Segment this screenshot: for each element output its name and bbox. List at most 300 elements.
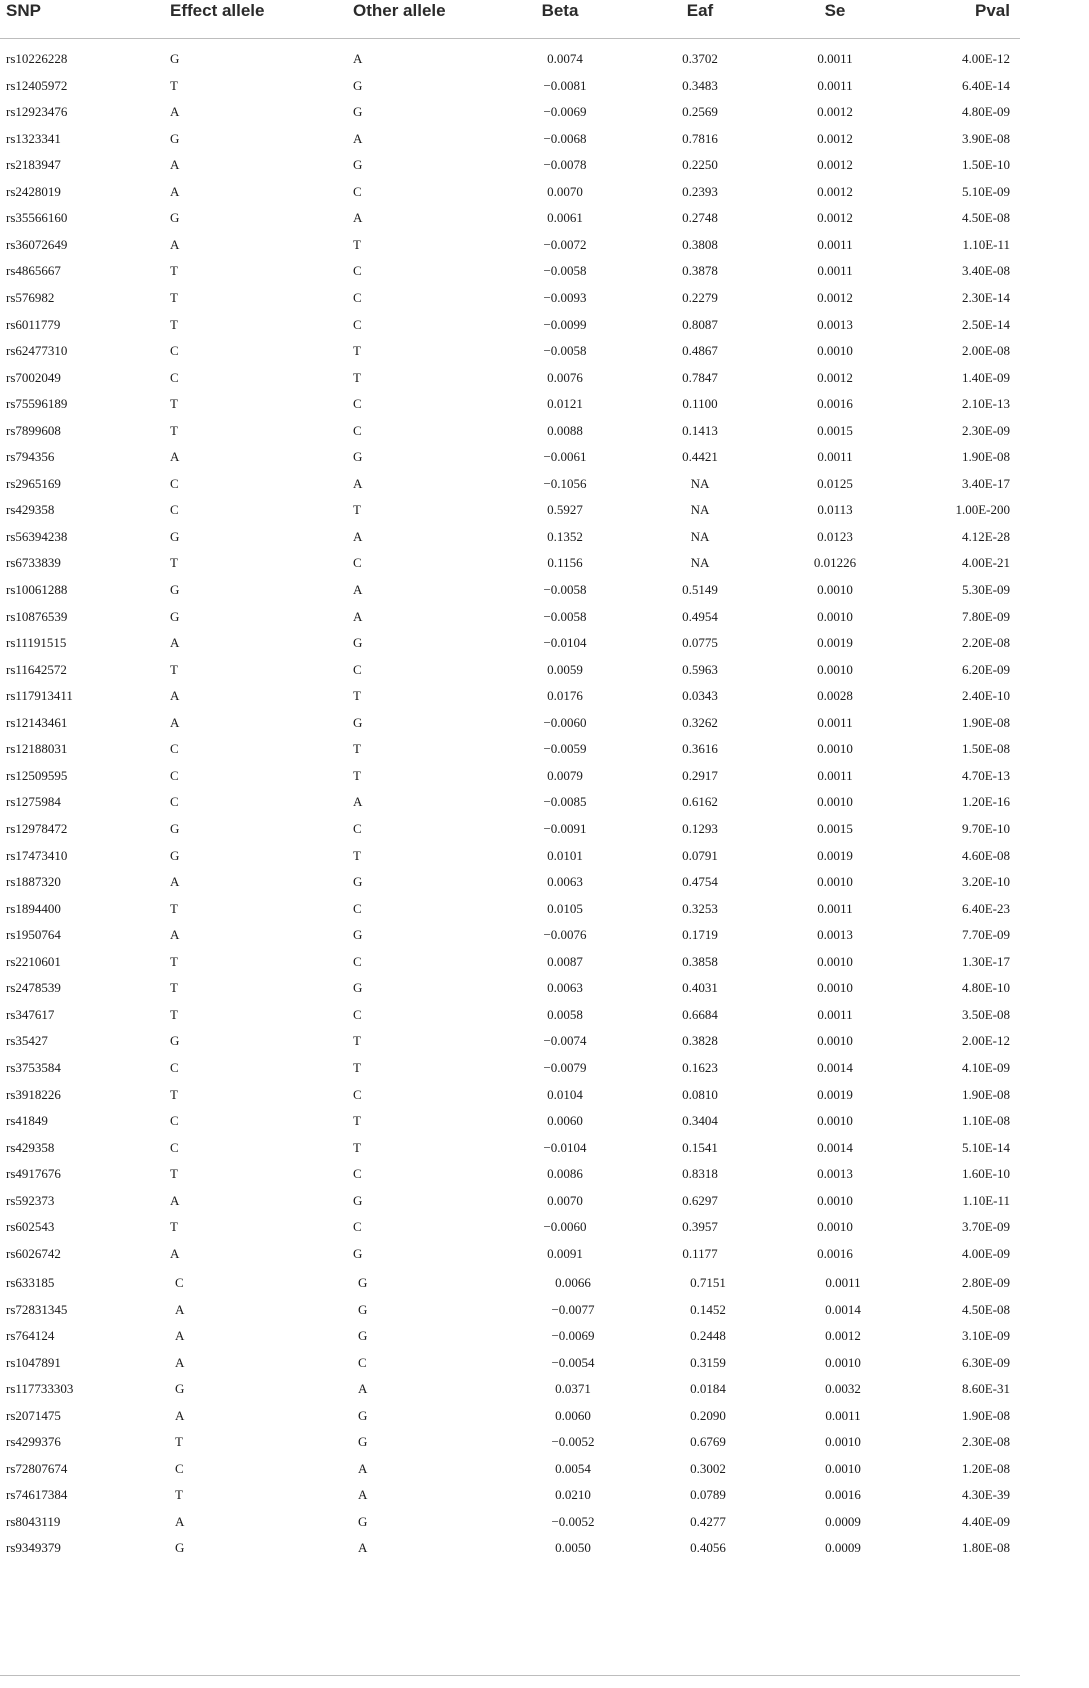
cell-other-allele: C [353, 1219, 362, 1235]
table-row [0, 1055, 1020, 1081]
cell-effect-allele: T [170, 263, 178, 279]
cell-se: 0.0014 [817, 1059, 853, 1075]
cell-eaf: 0.1452 [690, 1301, 726, 1317]
cell-eaf: 0.3858 [682, 953, 718, 969]
cell-pval: 4.00E-21 [961, 555, 1010, 571]
cell-snp: rs12188031 [6, 741, 68, 757]
cell-eaf: 0.2917 [682, 767, 718, 783]
cell-beta: −0.0076 [543, 927, 587, 943]
cell-effect-allele: G [170, 847, 180, 863]
table-row [0, 338, 1020, 364]
cell-beta: −0.0078 [543, 157, 587, 173]
cell-beta: 0.0070 [547, 183, 583, 199]
cell-eaf: 0.1100 [682, 396, 718, 412]
table-row [0, 444, 1020, 470]
cell-pval: 4.50E-08 [961, 210, 1010, 226]
cell-se: 0.0013 [817, 1166, 853, 1182]
cell-se: 0.0015 [817, 821, 853, 836]
cell-other-allele: C [353, 290, 362, 305]
cell-beta: 0.0086 [547, 1166, 583, 1182]
cell-pval: 3.40E-08 [961, 263, 1010, 279]
cell-effect-allele: T [170, 953, 178, 969]
cell-beta: 0.0176 [547, 688, 583, 704]
cell-pval: 1.90E-08 [961, 714, 1010, 730]
cell-se: 0.0032 [825, 1381, 861, 1396]
table-row [0, 497, 1020, 523]
cell-effect-allele: G [175, 1540, 185, 1555]
cell-beta: −0.0099 [543, 316, 587, 332]
cell-se: 0.0012 [817, 210, 853, 226]
cell-eaf: 0.1623 [682, 1059, 718, 1075]
cell-effect-allele: T [170, 422, 178, 438]
table-row [0, 46, 1020, 72]
cell-snp: rs12923476 [6, 104, 68, 120]
cell-snp: rs2478539 [6, 980, 61, 996]
cell-other-allele: T [353, 1033, 361, 1049]
cell-eaf: 0.0775 [682, 635, 718, 651]
table-row [0, 1482, 1020, 1508]
cell-effect-allele: A [170, 688, 180, 704]
cell-pval: 1.00E-200 [955, 502, 1010, 518]
cell-other-allele: T [353, 847, 361, 863]
cell-snp: rs2210601 [6, 953, 61, 969]
table-row [0, 205, 1020, 231]
cell-effect-allele: C [170, 343, 179, 359]
cell-other-allele: G [353, 874, 363, 890]
table-row [0, 1509, 1020, 1535]
cell-eaf: 0.5149 [682, 582, 718, 597]
cell-beta: 0.0371 [555, 1381, 591, 1396]
cell-eaf: 0.0789 [690, 1487, 726, 1502]
cell-effect-allele: G [170, 528, 180, 544]
cell-pval: 4.80E-10 [961, 980, 1010, 996]
cell-eaf: 0.3159 [690, 1354, 726, 1370]
cell-se: 0.0013 [817, 316, 853, 332]
cell-eaf: 0.3808 [682, 236, 718, 252]
cell-se: 0.0012 [817, 369, 853, 385]
table-row [0, 869, 1020, 895]
cell-beta: −0.0069 [551, 1328, 595, 1343]
cell-eaf: 0.3262 [682, 714, 718, 730]
table-row [0, 1456, 1020, 1482]
cell-pval: 2.10E-13 [961, 396, 1010, 412]
cell-beta: 0.0105 [547, 900, 583, 916]
cell-snp: rs1047891 [6, 1354, 61, 1370]
header-beta: Beta [541, 1, 579, 20]
cell-pval: 8.60E-31 [961, 1381, 1010, 1396]
cell-se: 0.0019 [817, 847, 853, 863]
cell-effect-allele: C [170, 369, 179, 385]
cell-pval: 2.30E-14 [961, 290, 1010, 305]
cell-se: 0.0125 [817, 475, 853, 491]
cell-se: 0.0016 [825, 1487, 861, 1502]
cell-eaf: 0.6297 [682, 1192, 718, 1208]
cell-pval: 4.00E-09 [961, 1245, 1010, 1261]
cell-eaf: 0.4031 [682, 980, 718, 996]
cell-pval: 3.20E-10 [961, 874, 1010, 890]
cell-eaf: 0.4056 [690, 1540, 726, 1555]
cell-se: 0.0011 [817, 77, 853, 93]
cell-effect-allele: T [170, 1006, 178, 1022]
cell-pval: 4.12E-28 [961, 528, 1010, 544]
cell-beta: −0.0061 [543, 449, 587, 465]
table-row [0, 285, 1020, 311]
cell-snp: rs117733303 [6, 1381, 74, 1396]
cell-effect-allele: T [170, 77, 178, 93]
cell-pval: 7.80E-09 [961, 608, 1010, 624]
cell-pval: 3.90E-08 [961, 130, 1010, 146]
cell-se: 0.0009 [825, 1513, 861, 1529]
cell-snp: rs794356 [6, 449, 55, 465]
cell-snp: rs7002049 [6, 369, 61, 385]
table-row [0, 1002, 1020, 1028]
cell-other-allele: G [353, 1192, 363, 1208]
cell-beta: −0.0085 [543, 794, 587, 810]
cell-snp: rs11191515 [6, 635, 67, 651]
cell-other-allele: C [353, 1086, 362, 1102]
cell-snp: rs6733839 [6, 555, 61, 571]
cell-eaf: 0.4754 [682, 874, 718, 890]
cell-se: 0.0010 [817, 741, 853, 757]
cell-se: 0.0019 [817, 635, 853, 651]
header-se: Se [824, 1, 846, 20]
table-row [0, 657, 1020, 683]
cell-other-allele: A [353, 210, 363, 226]
cell-pval: 3.40E-17 [961, 475, 1010, 491]
cell-other-allele: T [353, 236, 361, 252]
cell-se: 0.0011 [817, 449, 853, 465]
cell-effect-allele: G [175, 1381, 185, 1396]
cell-beta: 0.0091 [547, 1245, 583, 1261]
cell-pval: 3.10E-09 [961, 1328, 1010, 1343]
cell-pval: 4.80E-09 [961, 104, 1010, 120]
cell-pval: 2.30E-08 [961, 1434, 1010, 1449]
cell-eaf: 0.2279 [682, 290, 718, 305]
header-eaf: Eaf [686, 1, 714, 20]
cell-effect-allele: C [170, 794, 179, 810]
cell-other-allele: A [353, 608, 363, 624]
cell-pval: 1.20E-08 [961, 1460, 1010, 1476]
cell-beta: 0.0210 [555, 1487, 591, 1502]
cell-beta: 0.0060 [547, 1113, 583, 1128]
cell-other-allele: G [358, 1513, 368, 1529]
cell-se: 0.0010 [817, 980, 853, 996]
table-row [0, 99, 1020, 125]
table-row [0, 126, 1020, 152]
cell-pval: 6.30E-09 [961, 1354, 1010, 1370]
cell-other-allele: G [358, 1328, 368, 1343]
cell-snp: rs592373 [6, 1192, 55, 1208]
cell-pval: 1.60E-10 [961, 1166, 1010, 1182]
cell-pval: 2.30E-09 [961, 422, 1010, 438]
cell-effect-allele: T [175, 1434, 183, 1449]
cell-effect-allele: C [170, 1139, 179, 1155]
cell-effect-allele: G [170, 821, 180, 836]
table-row [0, 949, 1020, 975]
cell-pval: 4.00E-12 [961, 51, 1010, 66]
cell-other-allele: G [358, 1434, 368, 1449]
table-row [0, 1403, 1020, 1429]
cell-se: 0.0011 [817, 51, 853, 66]
cell-other-allele: T [353, 1059, 361, 1075]
cell-se: 0.0011 [817, 1006, 853, 1022]
table-row [0, 179, 1020, 205]
cell-pval: 4.50E-08 [961, 1301, 1010, 1317]
table-row [0, 232, 1020, 258]
cell-effect-allele: A [175, 1407, 185, 1423]
cell-eaf: 0.7816 [682, 130, 718, 146]
table-row [0, 1297, 1020, 1323]
cell-beta: −0.0074 [543, 1033, 587, 1049]
cell-snp: rs2428019 [6, 183, 61, 199]
cell-pval: 4.30E-39 [961, 1487, 1010, 1502]
cell-pval: 2.50E-14 [961, 316, 1010, 332]
cell-se: 0.0010 [817, 1192, 853, 1208]
cell-snp: rs3753584 [6, 1059, 61, 1075]
table-row [0, 1028, 1020, 1054]
cell-snp: rs9349379 [6, 1540, 61, 1555]
cell-snp: rs1275984 [6, 794, 61, 810]
cell-effect-allele: G [170, 130, 180, 146]
cell-snp: rs2071475 [6, 1407, 61, 1423]
cell-eaf: 0.4277 [690, 1513, 726, 1529]
cell-se: 0.0016 [817, 396, 853, 412]
cell-effect-allele: T [170, 316, 178, 332]
cell-pval: 1.10E-11 [962, 1192, 1010, 1208]
cell-effect-allele: C [170, 1059, 179, 1075]
cell-other-allele: G [353, 157, 363, 173]
header-effect-allele: Effect allele [170, 1, 265, 20]
cell-effect-allele: C [170, 502, 179, 518]
cell-se: 0.0010 [817, 794, 853, 810]
cell-snp: rs1950764 [6, 927, 61, 943]
table-row [0, 843, 1020, 869]
cell-eaf: 0.8087 [682, 316, 718, 332]
cell-other-allele: G [353, 77, 363, 93]
table-row [0, 73, 1020, 99]
cell-beta: −0.0052 [551, 1434, 595, 1449]
table-row [0, 1161, 1020, 1187]
cell-effect-allele: T [170, 1166, 178, 1182]
cell-effect-allele: A [170, 714, 180, 730]
cell-eaf: 0.1413 [682, 422, 718, 438]
cell-se: 0.0010 [825, 1460, 861, 1476]
cell-snp: rs764124 [6, 1328, 55, 1343]
cell-eaf: 0.1541 [682, 1139, 718, 1155]
cell-other-allele: G [353, 927, 363, 943]
cell-eaf: 0.7847 [682, 369, 718, 385]
cell-other-allele: T [353, 502, 361, 518]
cell-snp: rs6011779 [6, 316, 61, 332]
cell-snp: rs35427 [6, 1033, 48, 1049]
cell-eaf: 0.4867 [682, 343, 718, 359]
cell-eaf: 0.1293 [682, 821, 718, 836]
cell-snp: rs6026742 [6, 1245, 61, 1261]
cell-snp: rs75596189 [6, 396, 68, 412]
cell-se: 0.0010 [817, 1113, 853, 1128]
table-row [0, 1082, 1020, 1108]
cell-beta: −0.0081 [543, 77, 587, 93]
cell-pval: 1.50E-10 [961, 157, 1010, 173]
cell-eaf: 0.1177 [682, 1245, 718, 1261]
cell-se: 0.0011 [817, 714, 853, 730]
cell-other-allele: T [353, 1113, 361, 1128]
cell-snp: rs56394238 [6, 528, 68, 544]
cell-se: 0.0016 [817, 1245, 853, 1261]
table-row [0, 1108, 1020, 1134]
cell-beta: 0.0063 [547, 874, 583, 890]
cell-eaf: 0.3702 [682, 51, 718, 66]
cell-eaf: 0.4421 [682, 449, 718, 465]
cell-other-allele: G [353, 714, 363, 730]
cell-effect-allele: T [170, 980, 178, 996]
cell-beta: 0.0070 [547, 1192, 583, 1208]
cell-eaf: 0.3616 [682, 741, 718, 757]
table-row [0, 1241, 1020, 1267]
cell-effect-allele: A [170, 927, 180, 943]
cell-beta: 0.0061 [547, 210, 583, 226]
cell-other-allele: C [353, 661, 362, 677]
cell-se: 0.0011 [817, 767, 853, 783]
cell-se: 0.0010 [817, 874, 853, 890]
cell-beta: 0.0059 [547, 661, 583, 677]
cell-beta: 0.1156 [547, 555, 583, 571]
cell-beta: 0.0079 [547, 767, 583, 783]
cell-eaf: NA [690, 528, 710, 544]
cell-effect-allele: A [170, 449, 180, 465]
cell-beta: 0.0101 [547, 847, 583, 863]
cell-eaf: NA [690, 502, 710, 518]
cell-beta: −0.0069 [543, 104, 587, 120]
cell-beta: 0.5927 [547, 502, 583, 518]
cell-other-allele: T [353, 1139, 361, 1155]
cell-snp: rs4299376 [6, 1434, 61, 1449]
cell-snp: rs12509595 [6, 767, 68, 783]
cell-eaf: 0.3002 [690, 1460, 726, 1476]
table-row [0, 1270, 1020, 1296]
cell-se: 0.0123 [817, 528, 853, 544]
cell-effect-allele: T [170, 1086, 178, 1102]
cell-eaf: NA [690, 475, 710, 491]
cell-pval: 5.30E-09 [961, 582, 1010, 597]
cell-eaf: 0.2090 [690, 1407, 726, 1423]
cell-snp: rs62477310 [6, 343, 68, 359]
cell-eaf: 0.0810 [682, 1086, 718, 1102]
cell-snp: rs4917676 [6, 1166, 61, 1182]
header-pval: Pval [975, 1, 1010, 20]
table-row [0, 736, 1020, 762]
cell-effect-allele: C [170, 1113, 179, 1128]
cell-pval: 1.20E-16 [961, 794, 1010, 810]
cell-pval: 1.10E-11 [962, 236, 1010, 252]
cell-snp: rs72807674 [6, 1460, 68, 1476]
cell-beta: 0.0060 [555, 1407, 591, 1423]
cell-beta: −0.0104 [543, 1139, 587, 1155]
cell-snp: rs72831345 [6, 1301, 68, 1317]
cell-effect-allele: T [170, 661, 178, 677]
cell-other-allele: G [353, 104, 363, 120]
cell-eaf: 0.2250 [682, 157, 718, 173]
cell-se: 0.0014 [825, 1301, 861, 1317]
cell-beta: 0.0050 [555, 1540, 591, 1555]
cell-beta: 0.0087 [547, 953, 583, 969]
table-row [0, 683, 1020, 709]
cell-snp: rs7899608 [6, 422, 61, 438]
cell-other-allele: A [353, 582, 363, 597]
cell-effect-allele: G [170, 210, 180, 226]
cell-beta: −0.0104 [543, 635, 587, 651]
table-row [0, 1323, 1020, 1349]
cell-effect-allele: A [170, 104, 180, 120]
cell-pval: 3.70E-09 [961, 1219, 1010, 1235]
cell-pval: 2.80E-09 [961, 1275, 1010, 1290]
cell-other-allele: A [353, 794, 363, 810]
cell-effect-allele: G [170, 1033, 180, 1049]
table-row [0, 391, 1020, 417]
cell-effect-allele: C [175, 1275, 184, 1290]
cell-other-allele: A [358, 1460, 368, 1476]
cell-se: 0.0012 [825, 1328, 861, 1343]
cell-se: 0.0011 [817, 236, 853, 252]
cell-eaf: 0.6769 [690, 1434, 726, 1449]
table-row [0, 524, 1020, 550]
cell-effect-allele: G [170, 51, 180, 66]
cell-effect-allele: A [175, 1354, 185, 1370]
cell-se: 0.0019 [817, 1086, 853, 1102]
cell-eaf: NA [690, 555, 710, 571]
cell-beta: 0.0076 [547, 369, 583, 385]
cell-se: 0.0010 [817, 1219, 853, 1235]
cell-beta: 0.0066 [555, 1275, 591, 1290]
cell-eaf: 0.0343 [682, 688, 718, 704]
cell-beta: 0.1352 [547, 528, 583, 544]
cell-effect-allele: T [175, 1487, 183, 1502]
table-row [0, 1188, 1020, 1214]
table-row [0, 471, 1020, 497]
cell-other-allele: A [358, 1540, 368, 1555]
cell-snp: rs1894400 [6, 900, 61, 916]
cell-other-allele: C [353, 1166, 362, 1182]
cell-other-allele: C [353, 1006, 362, 1022]
cell-beta: −0.0079 [543, 1059, 587, 1075]
cell-other-allele: C [353, 396, 362, 412]
cell-pval: 3.50E-08 [961, 1006, 1010, 1022]
table-row [0, 789, 1020, 815]
cell-beta: −0.0091 [543, 821, 587, 836]
cell-effect-allele: C [175, 1460, 184, 1476]
cell-pval: 5.10E-09 [961, 183, 1010, 199]
cell-snp: rs429358 [6, 502, 55, 518]
table-row [0, 577, 1020, 603]
cell-beta: 0.0063 [547, 980, 583, 996]
cell-beta: −0.0093 [543, 290, 587, 305]
cell-snp: rs117913411 [6, 688, 73, 704]
cell-eaf: 0.4954 [682, 608, 718, 624]
cell-other-allele: C [353, 316, 362, 332]
cell-snp: rs74617384 [6, 1487, 68, 1502]
cell-effect-allele: A [170, 1245, 180, 1261]
cell-snp: rs10226228 [6, 51, 68, 66]
cell-other-allele: C [353, 183, 362, 199]
cell-other-allele: T [353, 688, 361, 704]
cell-se: 0.0011 [825, 1407, 861, 1423]
cell-snp: rs17473410 [6, 847, 68, 863]
cell-eaf: 0.2448 [690, 1328, 726, 1343]
cell-effect-allele: A [170, 157, 180, 173]
cell-snp: rs12978472 [6, 821, 68, 836]
table-row [0, 312, 1020, 338]
cell-effect-allele: G [170, 608, 180, 624]
